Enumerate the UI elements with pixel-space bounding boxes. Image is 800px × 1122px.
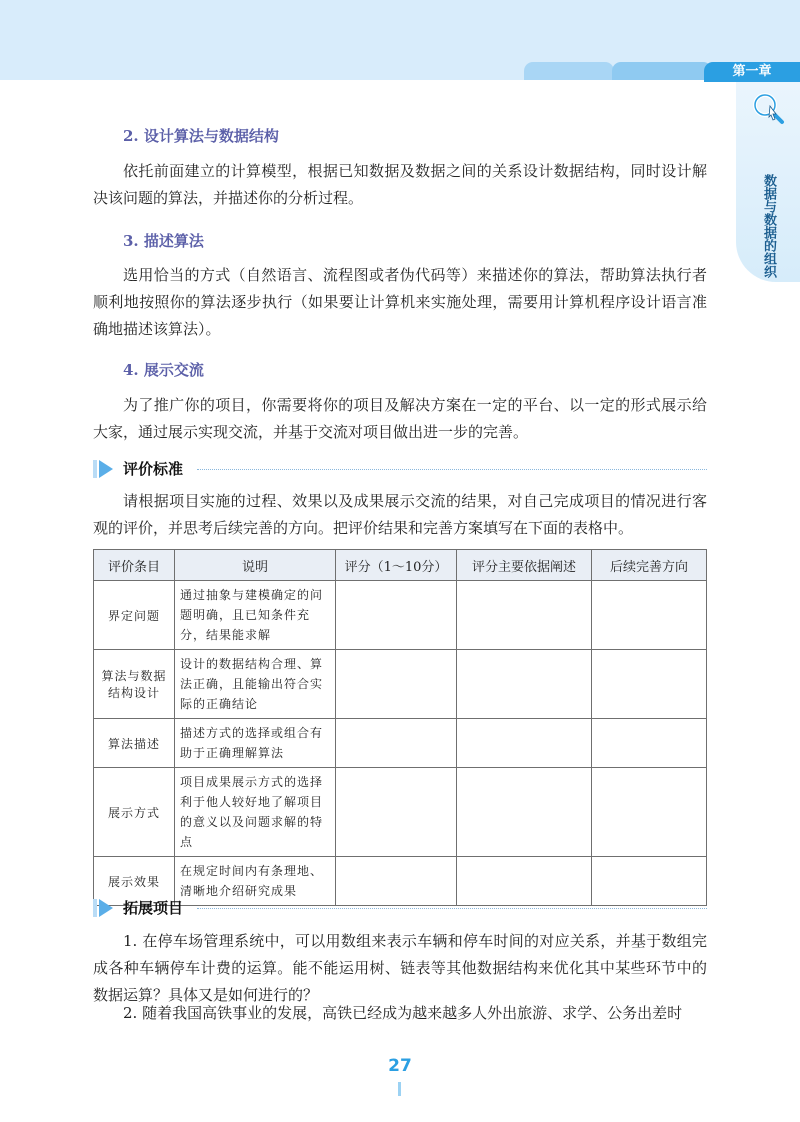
table-row	[94, 719, 707, 768]
section-2-text: 依托前面建立的计算模型，根据已知数据及数据之间的关系设计数据结构，同时设计解决该问题的算法，并描述你的分析过程。	[93, 162, 707, 207]
score-cell[interactable]	[336, 768, 457, 857]
basis-cell[interactable]	[457, 719, 592, 768]
table-row	[94, 581, 707, 650]
evaluation-heading-label: 评价标准	[123, 460, 184, 478]
row-description: 项目成果展示方式的选择利于他人较好地了解项目的意义以及问题求解的特点	[175, 768, 336, 857]
basis-cell[interactable]	[457, 650, 592, 719]
improvement-cell[interactable]	[592, 581, 707, 650]
improvement-cell[interactable]	[592, 768, 707, 857]
extension-item-1: 1. 在停车场管理系统中，可以用数组来表示车辆和停车时间的对应关系，并基于数组完成各种车辆停车计费的运算。能不能运用树、链表等其他数据结构来优化其中某些环节中的数据运算？具体又是如何进行的？	[93, 932, 707, 1004]
section-3-text: 选用恰当的方式（自然语言、流程图或者伪代码等）来描述你的算法，帮助算法执行者顺利地按照你的算法逐步执行（如果要让计算机来实施处理，需要用计算机程序设计语言准确地描述该算法）。	[93, 266, 707, 338]
magnifier-icon	[750, 90, 786, 126]
row-description: 设计的数据结构合理、算法正确，且能输出符合实际的正确结论	[175, 650, 336, 719]
row-item: 界定问题	[94, 581, 175, 650]
score-cell[interactable]	[336, 581, 457, 650]
column-header: 后续完善方向	[592, 550, 707, 581]
section-2-title: 2. 设计算法与数据结构	[123, 127, 279, 145]
row-item: 算法描述	[94, 719, 175, 768]
column-header: 说明	[175, 550, 336, 581]
header-tab-decoration	[612, 62, 712, 80]
row-item: 展示效果	[94, 857, 175, 906]
play-arrow-icon	[93, 897, 115, 919]
heading-divider	[197, 469, 707, 470]
score-cell[interactable]	[336, 650, 457, 719]
table-row	[94, 650, 707, 719]
basis-cell[interactable]	[457, 768, 592, 857]
evaluation-heading	[93, 458, 707, 480]
extension-heading	[93, 897, 707, 919]
table-header-row	[94, 550, 707, 581]
evaluation-intro: 请根据项目实施的过程、效果以及成果展示交流的结果，对自己完成项目的情况进行客观的评价，并思考后续完善的方向。把评价结果和完善方案填写在下面的表格中。	[93, 492, 707, 537]
side-chapter-tab	[736, 82, 800, 282]
header-tab-decoration	[524, 62, 614, 80]
section-4-title: 4. 展示交流	[123, 361, 204, 379]
column-header: 评价条目	[94, 550, 175, 581]
improvement-cell[interactable]	[592, 719, 707, 768]
side-chapter-title: 数据与数据的组织	[761, 174, 776, 278]
play-arrow-icon	[93, 458, 115, 480]
table-row	[94, 768, 707, 857]
heading-divider	[197, 908, 707, 909]
basis-cell[interactable]	[457, 581, 592, 650]
page-number-tick	[398, 1082, 401, 1096]
row-description: 通过抽象与建模确定的问题明确，且已知条件充分，结果能求解	[175, 581, 336, 650]
page-number: 27	[388, 1056, 412, 1076]
column-header: 评分主要依据阐述	[457, 550, 592, 581]
row-description: 描述方式的选择或组合有助于正确理解算法	[175, 719, 336, 768]
extension-heading-label: 拓展项目	[123, 899, 184, 917]
row-item: 算法与数据结构设计	[94, 650, 175, 719]
section-3-title: 3. 描述算法	[123, 232, 204, 250]
evaluation-table	[93, 549, 707, 906]
chapter-label: 第一章	[704, 62, 800, 82]
row-item: 展示方式	[94, 768, 175, 857]
score-cell[interactable]	[336, 719, 457, 768]
row-description: 在规定时间内有条理地、清晰地介绍研究成果	[175, 857, 336, 906]
improvement-cell[interactable]	[592, 650, 707, 719]
extension-item-2: 2. 随着我国高铁事业的发展，高铁已经成为越来越多人外出旅游、求学、公务出差时	[123, 1004, 683, 1022]
section-4-text: 为了推广你的项目，你需要将你的项目及解决方案在一定的平台、以一定的形式展示给大家，通过展示实现交流，并基于交流对项目做出进一步的完善。	[93, 396, 707, 441]
column-header: 评分（1～10分）	[336, 550, 457, 581]
